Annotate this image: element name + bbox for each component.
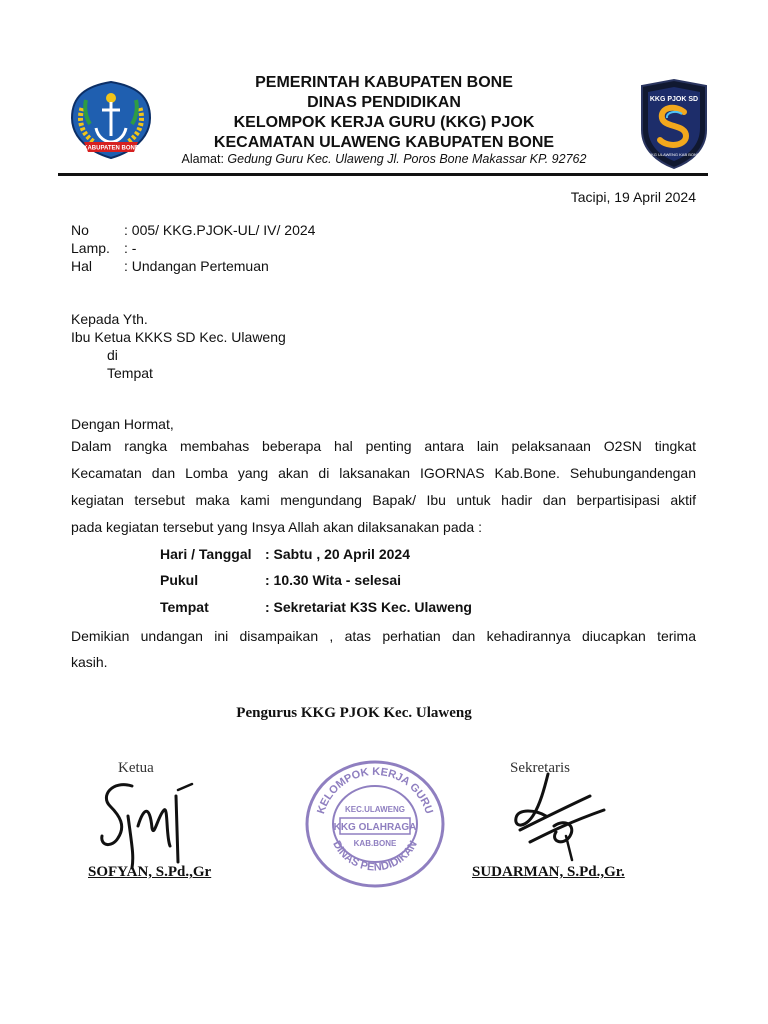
address-label: Alamat: <box>181 152 224 166</box>
meta-no-label: No <box>71 222 89 238</box>
letterhead-divider <box>58 173 708 176</box>
signature-heading: Pengurus KKG PJOK Kec. Ulaweng <box>236 705 472 721</box>
body-line-1: Dalam rangka membahas beberapa hal penting antara lain pelaksanaan O2SN tingkat <box>71 438 696 454</box>
official-stamp <box>300 756 450 890</box>
body-line-4: pada kegiatan tersebut yang Insya Allah akan dilaksanakan pada : <box>71 519 482 535</box>
letterhead-line-2: DINAS PENDIDIKAN <box>307 94 461 111</box>
detail-date-label: Hari / Tanggal <box>160 546 252 562</box>
right-signer-role: Sekretaris <box>510 760 570 776</box>
meta-hal-label: Hal <box>71 258 93 274</box>
letter-date: Tacipi, 19 April 2024 <box>570 189 696 205</box>
meta-lamp-label: Lamp. <box>71 240 110 256</box>
right-signature-image <box>500 770 610 866</box>
recipient-name: Ibu Ketua KKKS SD Kec. Ulaweng <box>71 329 286 345</box>
right-logo-subtitle: KKG ULAWENG KAB BONE <box>648 152 700 157</box>
address-value: Gedung Guru Kec. Ulaweng Jl. Poros Bone Makassar KP. 92762 <box>227 152 587 166</box>
meta-no-value: : 005/ KKG.PJOK-UL/ IV/ 2024 <box>124 222 316 238</box>
stamp-inner-line-1: KEC.ULAWENG <box>345 805 405 814</box>
meta-hal-value: : Undangan Pertemuan <box>124 258 269 274</box>
right-logo-title: KKG PJOK SD <box>649 96 699 103</box>
stamp-outer-top: KELOMPOK KERJA GURU <box>315 765 435 816</box>
letterhead-line-3: KELOMPOK KERJA GURU (KKG) PJOK <box>233 114 535 131</box>
stamp-outer-bottom: DINAS PENDIDIKAN <box>330 838 420 874</box>
stamp-inner-line-3: KAB.BONE <box>353 839 397 848</box>
detail-time-label: Pukul <box>160 572 199 588</box>
recipient-greeting: Kepada Yth. <box>71 311 148 327</box>
meta-lamp-value: : - <box>124 240 137 256</box>
left-logo-banner: KABUPATEN BONE <box>83 145 139 152</box>
letterhead-address <box>0 152 768 166</box>
detail-date-value: : Sabtu , 20 April 2024 <box>265 546 410 562</box>
letterhead-line-4: KECAMATAN ULAWENG KABUPATEN BONE <box>213 134 555 151</box>
recipient-di: di <box>107 347 118 363</box>
body-line-2: Kecamatan dan Lomba yang akan di laksanakan IGORNAS Kab.Bone. Sehubungandengan <box>71 465 696 481</box>
closing-line-2: kasih. <box>71 654 108 670</box>
recipient-place: Tempat <box>107 365 153 381</box>
body-line-3: kegiatan tersebut maka kami mengundang Bapak/ Ibu untuk hadir dan berpartisipasi aktif <box>71 492 696 508</box>
left-signer-name: SOFYAN, S.Pd.,Gr <box>88 864 212 880</box>
detail-place-value: : Sekretariat K3S Kec. Ulaweng <box>265 599 472 615</box>
left-signature-image <box>92 776 202 876</box>
right-signer-name: SUDARMAN, S.Pd.,Gr. <box>472 864 625 880</box>
closing-line-1: Demikian undangan ini disampaikan , atas perhatian dan kehadirannya diucapkan terima <box>71 628 696 644</box>
detail-place-label: Tempat <box>160 599 209 615</box>
detail-time-value: : 10.30 Wita - selesai <box>265 572 402 588</box>
stamp-inner-line-2: KKG OLAHRAGA <box>333 822 417 833</box>
letterhead-line-1: PEMERINTAH KABUPATEN BONE <box>255 74 513 91</box>
salutation: Dengan Hormat, <box>71 416 174 432</box>
left-signer-role: Ketua <box>118 760 154 776</box>
